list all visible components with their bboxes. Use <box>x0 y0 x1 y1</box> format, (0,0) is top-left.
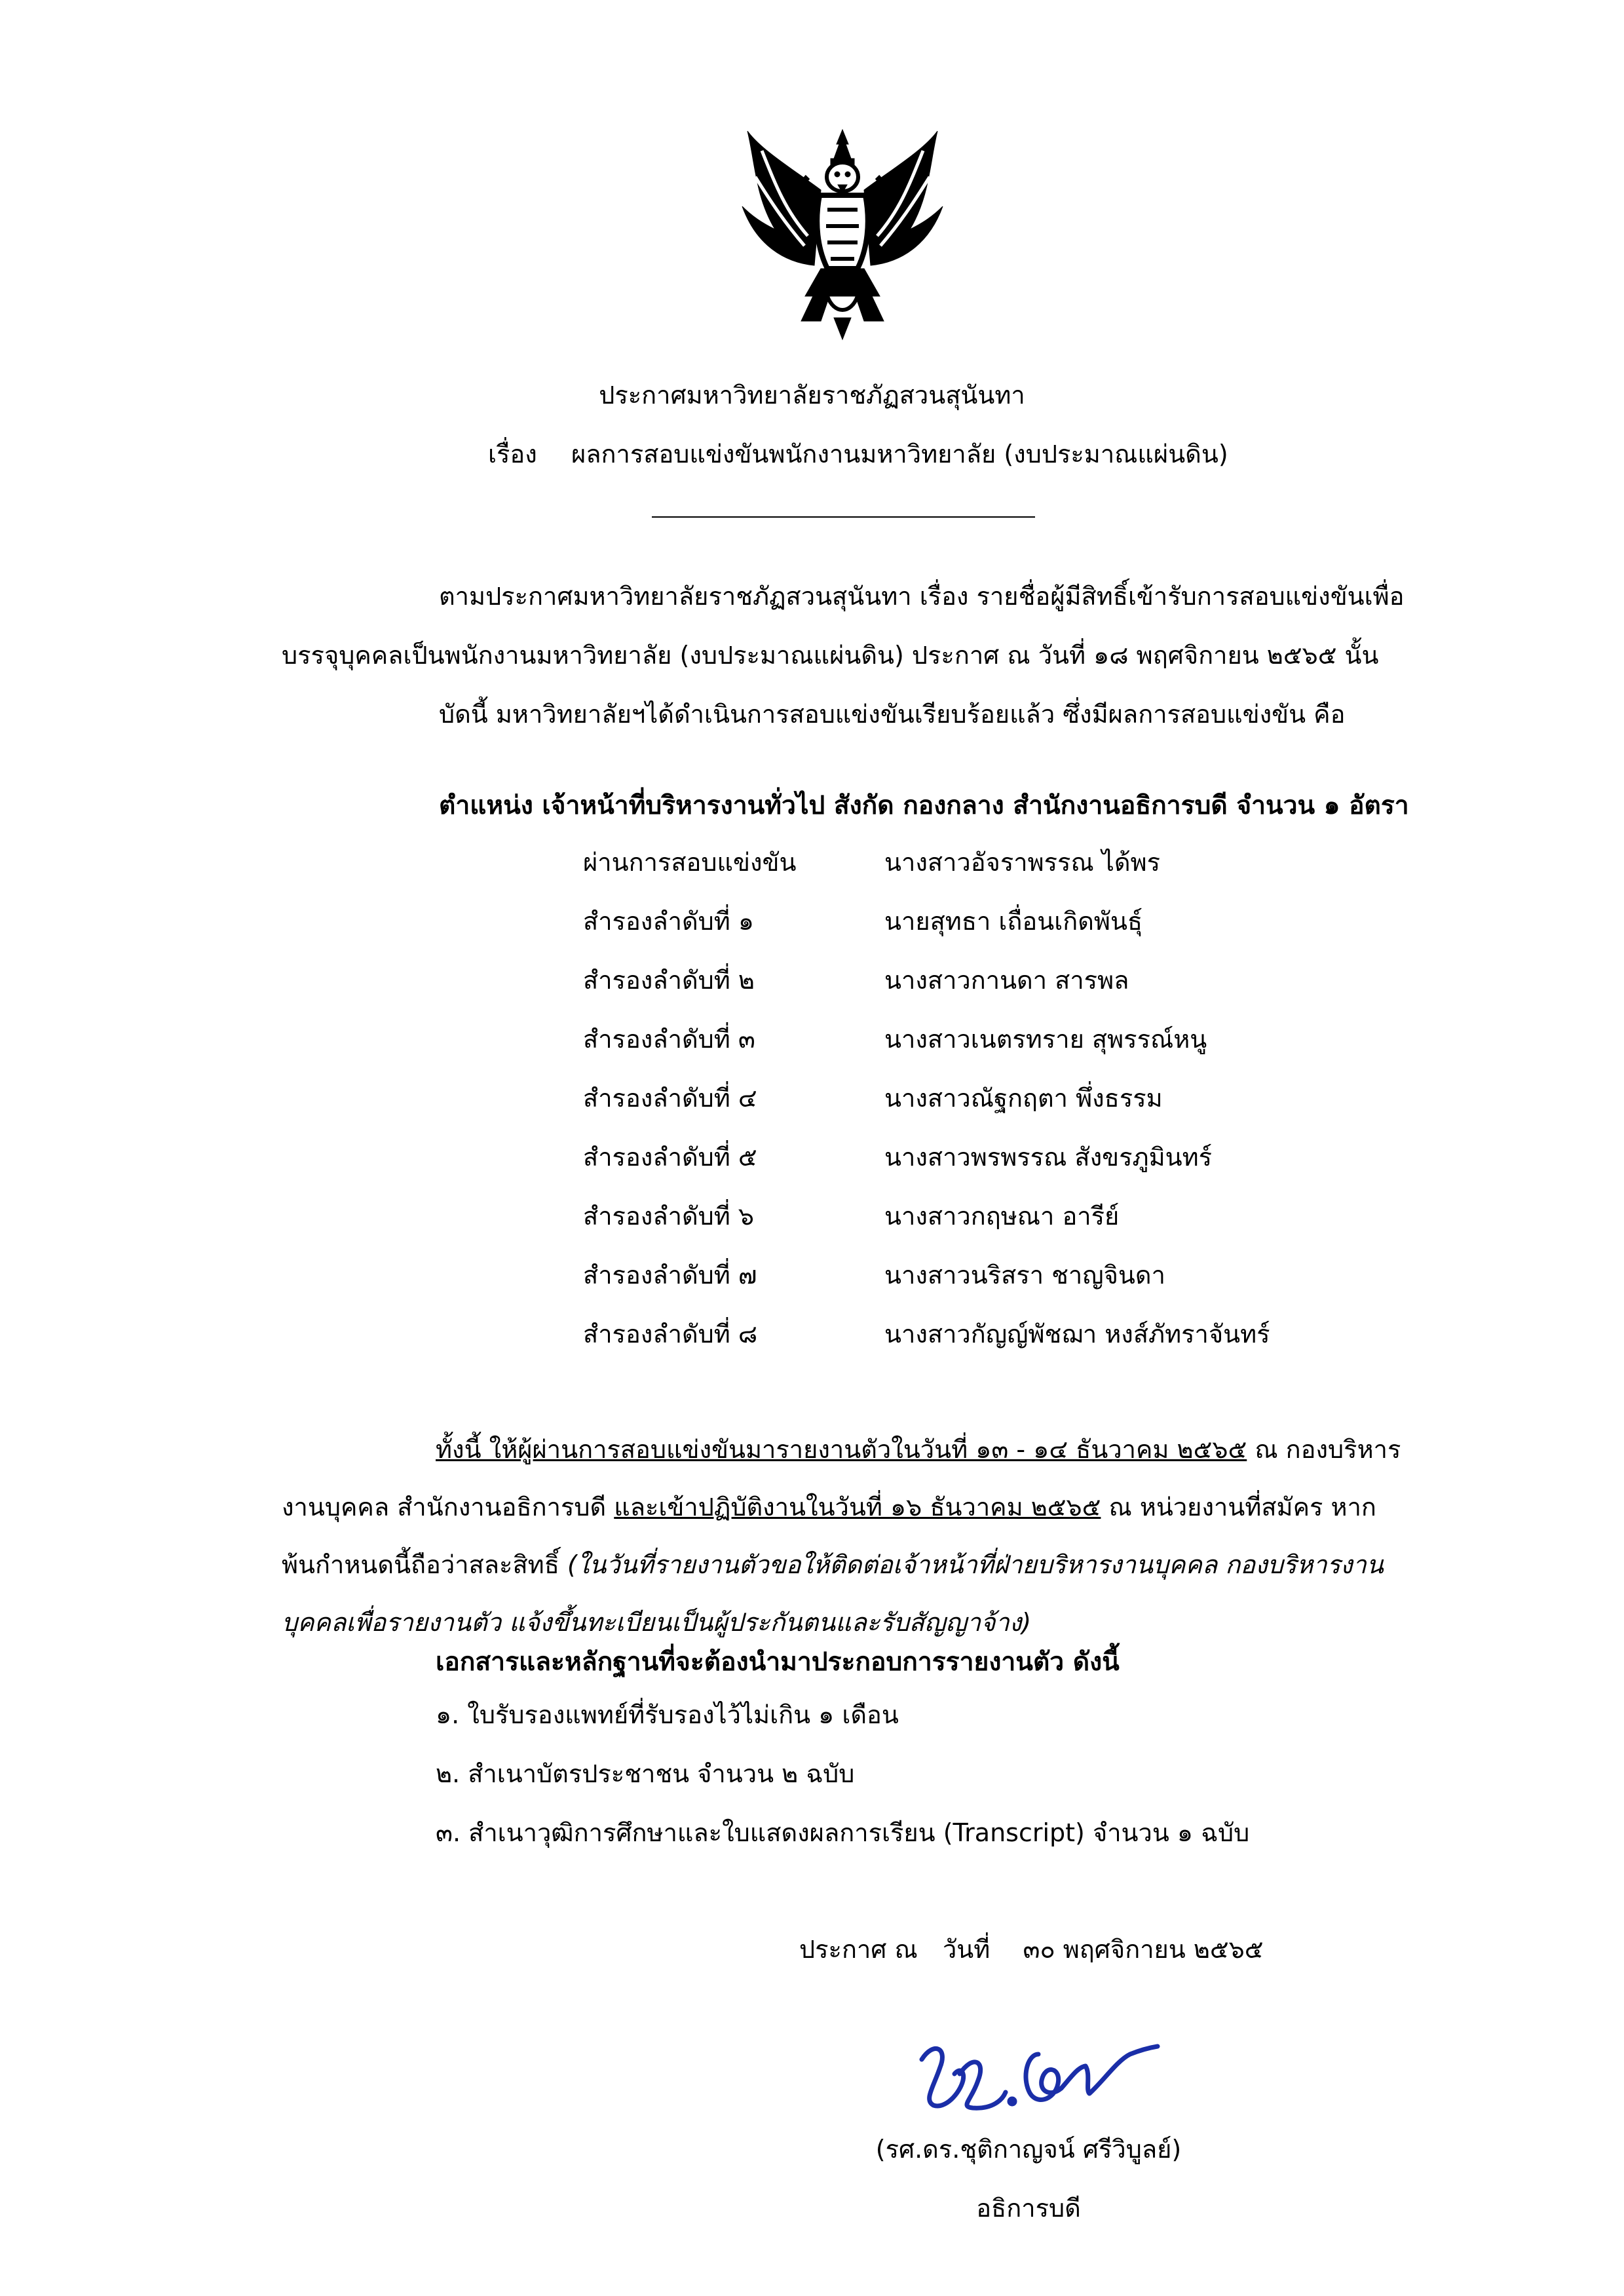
result-label: สำรองลำดับที่ ๒ <box>583 966 755 995</box>
intro-line-1-c: รายชื่อผู้มีสิทธิ์เข้ารับการสอบแข่งขันเพื่อ <box>976 582 1405 611</box>
result-name: นางสาวนริสรา ชาญจินดา <box>884 1261 1165 1290</box>
date-word: วันที่ <box>942 1935 991 1964</box>
result-label: สำรองลำดับที่ ๔ <box>583 1084 757 1113</box>
date-prefix: ประกาศ ณ <box>799 1935 918 1964</box>
report-line-2 <box>282 1478 1422 1536</box>
result-label: สำรองลำดับที่ ๕ <box>583 1143 757 1172</box>
result-name: นางสาวอัจราพรรณ ได้พร <box>884 848 1161 877</box>
intro-paragraph <box>282 567 1422 744</box>
result-label: สำรองลำดับที่ ๑ <box>583 907 754 936</box>
signer-role: อธิการบดี <box>976 2194 1081 2223</box>
report-line-3 <box>282 1536 1422 1594</box>
report-paragraph <box>282 1421 1422 1651</box>
report-date-underlined: ทั้งนี้ ให้ผู้ผ่านการสอบแข่งขันมารายงานตัวในวันที่ ๑๓ - ๑๔ ธันวาคม ๒๕๖๕ <box>436 1435 1247 1464</box>
report-line-1-rest: ณ กองบริหาร <box>1247 1435 1401 1464</box>
announcement-date <box>799 1933 1264 1966</box>
garuda-emblem-icon <box>736 124 949 341</box>
report-note-italic-end: กองบริหารงาน <box>1225 1550 1384 1579</box>
result-name: นางสาวเนตรทราย สุพรรณ์หนู <box>884 1025 1207 1054</box>
intro-line-1 <box>282 567 1422 626</box>
intro-line-1-a: ตามประกาศมหาวิทยาลัยราชภัฏสวนสุนันทา <box>439 582 912 611</box>
report-line-2-a: งานบุคคล สำนักงานอธิการบดี <box>282 1493 614 1521</box>
document-item: ๒. สำเนาบัตรประชาชน จำนวน ๒ ฉบับ <box>436 1759 855 1788</box>
report-line-2-b: ณ หน่วยงานที่สมัคร หาก <box>1101 1493 1376 1521</box>
result-name: นางสาวกัญญ์พัชฌา หงส์ภัทราจันทร์ <box>884 1320 1270 1349</box>
result-name: นางสาวพรพรรณ สังขรภูมินทร์ <box>884 1143 1213 1172</box>
result-label: สำรองลำดับที่ ๗ <box>583 1261 757 1290</box>
report-start-date-underlined: และเข้าปฏิบัติงานในวันที่ ๑๖ ธันวาคม ๒๕๖๕ <box>614 1493 1101 1521</box>
documents-heading: เอกสารและหลักฐานที่จะต้องนำมาประกอบการรายงานตัว ดังนี้ <box>436 1647 1120 1677</box>
document-item: ๓. สำเนาวุฒิการศึกษาและใบแสดงผลการเรียน (Transcript) จำนวน ๑ ฉบับ <box>436 1818 1250 1847</box>
result-name: นางสาวกานดา สารพล <box>884 966 1129 995</box>
subject-text: ผลการสอบแข่งขันพนักงานมหาวิทยาลัย (งบประมาณแผ่นดิน) <box>571 440 1228 469</box>
result-name: นางสาวกฤษณา อารีย์ <box>884 1202 1120 1231</box>
announcement-subject <box>488 438 1228 470</box>
result-name: นายสุทธา เถื่อนเกิดพันธุ์ <box>884 907 1143 936</box>
result-label: สำรองลำดับที่ ๓ <box>583 1025 755 1054</box>
intro-line-3: บัดนี้ มหาวิทยาลัยฯได้ดำเนินการสอบแข่งขันเรียบร้อยแล้ว ซึ่งมีผลการสอบแข่งขัน คือ <box>439 700 1346 729</box>
subject-label: เรื่อง <box>488 440 537 469</box>
result-label: ผ่านการสอบแข่งขัน <box>583 848 797 877</box>
signer-name: (รศ.ดร.ชุติกาญจน์ ศรีวิบูลย์) <box>875 2135 1182 2164</box>
signature-icon <box>914 2028 1163 2126</box>
report-line-3-a: พ้นกำหนดนี้ถือว่าสละสิทธิ์ <box>282 1550 559 1579</box>
date-value: ๓๐ พฤศจิกายน ๒๕๖๕ <box>1023 1935 1264 1964</box>
report-line-4: บุคคลเพื่อรายงานตัว แจ้งขึ้นทะเบียนเป็นผู้ประกันตนและรับสัญญาจ้าง) <box>282 1608 1032 1637</box>
intro-line-2: บรรจุบุคคลเป็นพนักงานมหาวิทยาลัย (งบประมาณแผ่นดิน) ประกาศ ณ วันที่ ๑๘ พฤศจิกายน ๒๕๖๕ นั้น <box>282 641 1379 670</box>
intro-line-1-b: เรื่อง <box>919 582 969 611</box>
position-heading: ตำแหน่ง เจ้าหน้าที่บริหารงานทั่วไป สังกัด กองกลาง สำนักงานอธิการบดี จำนวน ๑ อัตรา <box>439 791 1409 820</box>
result-label: สำรองลำดับที่ ๖ <box>583 1202 754 1231</box>
result-name: นางสาวณัฐกฤตา พึ่งธรรม <box>884 1084 1163 1113</box>
result-label: สำรองลำดับที่ ๘ <box>583 1320 758 1349</box>
header-divider <box>652 516 1035 518</box>
report-note-italic: (ในวันที่รายงานตัวขอให้ติดต่อเจ้าหน้าที่ฝ่ายบริหารงานบุคคล <box>567 1550 1218 1579</box>
document-item: ๑. ใบรับรองแพทย์ที่รับรองไว้ไม่เกิน ๑ เดือน <box>436 1700 899 1729</box>
announcement-title: ประกาศมหาวิทยาลัยราชภัฏสวนสุนันทา <box>599 381 1025 410</box>
report-line-1 <box>282 1421 1422 1478</box>
